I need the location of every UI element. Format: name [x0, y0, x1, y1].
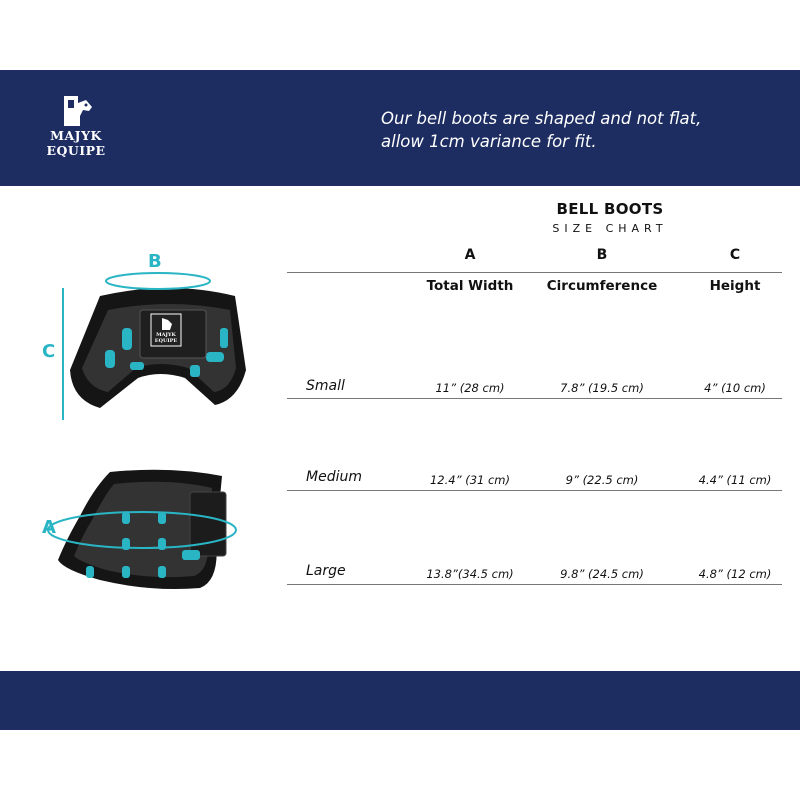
- cell-small-height: 4” (10 cm): [704, 381, 766, 395]
- column-letter-c: C: [729, 247, 741, 263]
- label-b: B: [148, 251, 162, 272]
- cell-medium-height: 4.4” (11 cm): [698, 473, 772, 487]
- cell-medium-circumference: 9” (22.5 cm): [565, 473, 639, 487]
- logo-text-line1: MAJYK: [50, 128, 102, 143]
- measurement-diagram: [30, 240, 260, 600]
- bell-boot-side-view: [58, 470, 226, 589]
- boot-tag-line2: EQUIPE: [154, 338, 178, 344]
- tagline: [381, 107, 781, 153]
- horse-head-logo-icon: [56, 92, 96, 128]
- column-name-height: Height: [709, 278, 761, 294]
- bell-boot-front-view: [70, 288, 246, 408]
- cell-medium-width: 12.4” (31 cm): [429, 473, 510, 487]
- header-divider: [287, 272, 782, 273]
- label-c: C: [42, 341, 56, 362]
- row-divider: [287, 490, 782, 491]
- chart-subtitle: SIZE CHART: [552, 222, 668, 235]
- cell-large-width: 13.8”(34.5 cm): [426, 567, 514, 581]
- boot-tag-line1: MAJYK: [156, 332, 176, 338]
- chart-title: BELL BOOTS: [556, 200, 664, 218]
- circumference-measure-ellipse: [106, 273, 210, 289]
- column-name-circumference: Circumference: [546, 278, 658, 294]
- brand-logo: [34, 92, 118, 158]
- row-divider: [287, 398, 782, 399]
- cell-small-circumference: 7.8” (19.5 cm): [560, 381, 644, 395]
- row-size-small: Small: [306, 378, 345, 394]
- row-divider: [287, 584, 782, 585]
- label-a: A: [42, 517, 56, 538]
- tagline-line2: allow 1cm variance for fit.: [381, 132, 597, 151]
- cell-small-width: 11” (28 cm): [435, 381, 505, 395]
- row-size-large: Large: [306, 563, 346, 579]
- column-letter-b: B: [596, 247, 608, 263]
- column-name-total-width: Total Width: [426, 278, 514, 294]
- cell-large-circumference: 9.8” (24.5 cm): [560, 567, 644, 581]
- tagline-line1: Our bell boots are shaped and not flat,: [381, 109, 702, 128]
- column-letter-a: A: [464, 247, 476, 263]
- row-size-medium: Medium: [306, 469, 362, 485]
- cell-large-height: 4.8” (12 cm): [698, 567, 772, 581]
- logo-text-line2: EQUIPE: [46, 143, 106, 158]
- footer-banner: [0, 671, 800, 730]
